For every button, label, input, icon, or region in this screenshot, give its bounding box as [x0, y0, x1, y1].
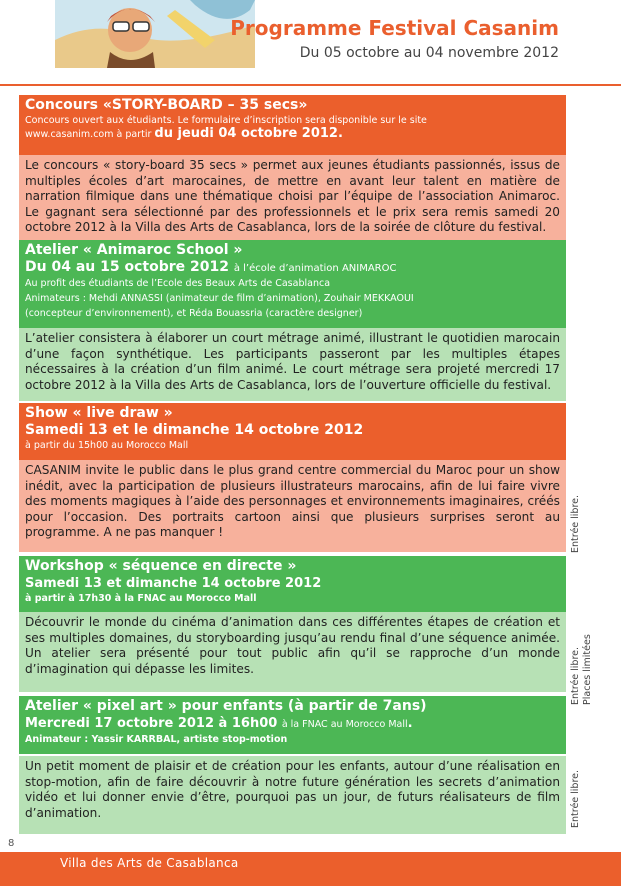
- section-workshop-header: [19, 556, 566, 612]
- section-storyboard-body: [19, 155, 566, 240]
- side-note-places: Places limitées: [582, 634, 593, 705]
- page-title: Programme Festival Casanim: [230, 16, 559, 40]
- section-date: Samedi 13 et dimanche 14 octobre 2012: [25, 576, 322, 591]
- section-info: Au profit des étudiants de l’Ecole des Beaux Arts de Casablanca: [25, 278, 331, 289]
- section-title: Workshop « séquence en directe »: [25, 558, 297, 574]
- section-title: Atelier « Animaroc School »: [25, 242, 243, 258]
- section-location: à l’école d’animation ANIMAROC: [233, 263, 397, 274]
- section-info: à partir du 15h00 au Morocco Mall: [25, 440, 189, 451]
- section-pixelart-body: [19, 756, 566, 834]
- section-animaroc-header: [19, 240, 566, 328]
- section-animaroc-body: [19, 328, 566, 401]
- page-subtitle: Du 05 octobre au 04 novembre 2012: [299, 45, 559, 61]
- section-date: du jeudi 04 octobre 2012.: [154, 126, 343, 141]
- section-animators: Animateurs : Mehdi ANNASSI (animateur de film d’animation), Zouhair MEKKAOUI: [25, 293, 414, 304]
- section-description: Un petit moment de plaisir et de création pour les enfants, autour d’une réalisation en stop-motion, afin de faire découvrir à notre future génération les secrets d’animation vidéo et lui donner envie d’être, pourquoi pas un jour, de futurs réalisateurs de film d’animation.: [25, 759, 560, 820]
- section-description: CASANIM invite le public dans le plus grand centre commercial du Maroc pour un show inédit, avec la participation de plusieurs illustrateurs marocains, afin de lui faire vivre des moments magiques à l’aide des personnages et environnements imaginaires, créés pour l’occasion. Des portraits cartoon ainsi que plusieurs surprises seront au programme. A ne pas manquer !: [25, 463, 560, 540]
- festival-illustration: [55, 0, 255, 68]
- section-info: Concours ouvert aux étudiants. Le formulaire d’inscription sera disponible sur le site: [25, 115, 427, 126]
- section-description: Découvrir le monde du cinéma d’animation dans ces différentes étapes de création et ses multiples domaines, du storyboarding jusqu’au rendu final d’une séquence animée. Un atelier sera présenté pour tout public afin qu’il se rapproche d’un monde d’imagination qui dépasse les limites.: [25, 615, 560, 676]
- section-animators-roles: (concepteur d’environnement), et Réda Bouassria (caractère designer): [25, 308, 363, 319]
- section-info: à partir à 17h30 à la FNAC au Morocco Mall: [25, 593, 257, 604]
- section-description: Le concours « story-board 35 secs » permet aux jeunes étudiants passionnés, issus de multiples écoles d’art marocaines, de mettre en avant leur talent en matière de narration filmique dans une thématique choisi par l’équipe de l’association Animaroc. Le gagnant sera sélectionné par des professionnels et le prix sera remis samedi 20 octobre 2012 à la Villa des Arts de Casablanca, lors de la soirée de clôture du festival.: [25, 158, 560, 235]
- section-description: L’atelier consistera à élaborer un court métrage animé, illustrant le quotidien marocain d’une façon synthétique. Les participants passeront par les multiples étapes nécessaires à la création d’un film animé. Le court métrage sera projeté mercredi 17 octobre 2012 à la Villa des Arts de Casablanca, lors de l’ouverture officielle du festival.: [25, 331, 560, 392]
- section-location: à la FNAC au Morocco Mall: [281, 719, 408, 730]
- side-note-entry: Entrée libre.: [570, 494, 581, 553]
- page-number: 8: [8, 838, 15, 849]
- page-footer: [0, 852, 621, 886]
- section-workshop-body: [19, 612, 566, 692]
- page-header: [0, 0, 621, 70]
- section-pixelart-header: [19, 696, 566, 754]
- section-livedraw-header: [19, 403, 566, 460]
- header-divider: [0, 84, 621, 86]
- section-date: Du 04 au 15 octobre 2012: [25, 259, 229, 275]
- section-title: Show « live draw »: [25, 405, 173, 421]
- section-livedraw-body: [19, 460, 566, 552]
- section-title: Concours «STORY-BOARD – 35 secs»: [25, 97, 308, 113]
- side-note-entry: Entrée libre.: [570, 646, 581, 705]
- section-date-end: .: [407, 716, 413, 731]
- footer-venue: Villa des Arts de Casablanca: [60, 856, 239, 870]
- section-title: Atelier « pixel art » pour enfants (à partir de 7ans): [25, 698, 427, 714]
- section-info: Animateur : Yassir KARRBAL, artiste stop-motion: [25, 734, 288, 745]
- section-storyboard-header: [19, 95, 566, 155]
- section-info-link: www.casanim.com à partir: [25, 129, 152, 140]
- section-date: Samedi 13 et le dimanche 14 octobre 2012: [25, 422, 364, 438]
- section-date: Mercredi 17 octobre 2012 à 16h00: [25, 716, 278, 731]
- side-note-entry: Entrée libre.: [570, 769, 581, 828]
